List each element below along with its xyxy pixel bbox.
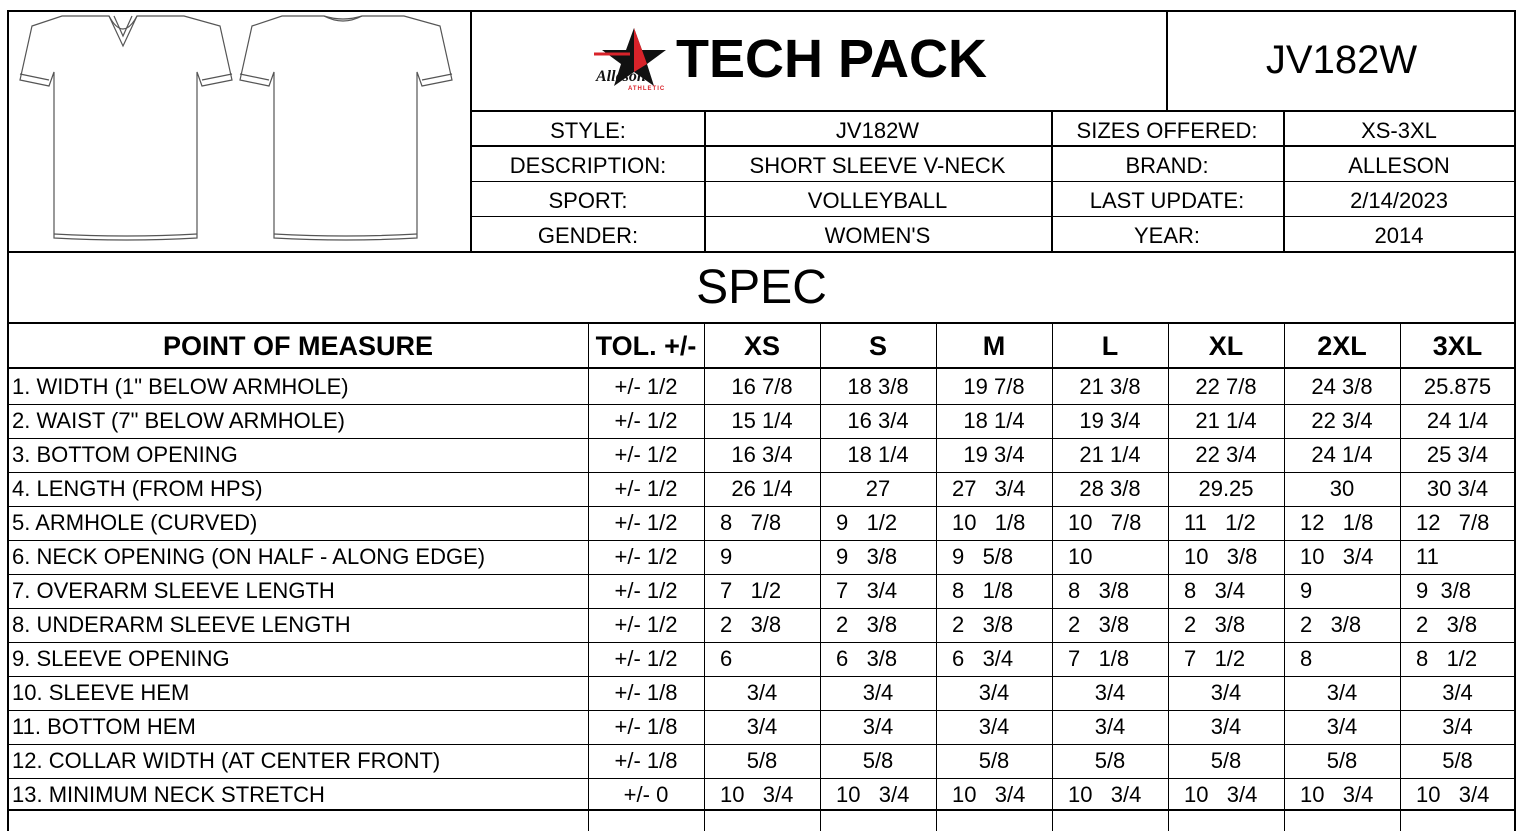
size-value-cell: 10 7/8 [1068,510,1142,535]
size-value-cell: 9 [1300,578,1313,603]
size-value-cell: 16 3/4 [847,408,909,433]
grid-line [7,506,1516,507]
size-value-cell: 26 1/4 [731,476,793,501]
size-value-cell: 3/4 [1094,714,1126,739]
size-value-cell: 2 3/8 [1300,612,1362,637]
grid-line [7,676,1516,677]
size-value-cell: 9 1/2 [836,510,898,535]
grid-line [1051,112,1053,252]
size-value-cell: 5/8 [1442,748,1473,773]
grid-line [7,251,1516,253]
spec-title: SPEC [696,261,827,314]
grid-line [1168,322,1169,831]
size-value-cell: 24 1/4 [1426,408,1489,433]
size-value-cell: 25 3/4 [1426,442,1489,467]
grid-line [1166,10,1168,111]
tolerance-cell: +/- 1/2 [614,374,678,399]
info-label-cell: SPORT: [548,188,628,213]
point-of-measure-cell: 3. BOTTOM OPENING [12,442,238,467]
grid-line [470,110,1516,112]
size-value-cell: 10 3/4 [1068,782,1142,807]
size-value-cell: 3/4 [978,680,1010,705]
size-value-cell: 5/8 [978,748,1010,773]
tolerance-cell: +/- 1/2 [614,510,678,535]
info-label-cell: YEAR: [1133,223,1201,248]
grid-line [470,181,1516,182]
column-header: L [1101,331,1119,361]
size-value-cell: 11 1/2 [1184,510,1256,535]
column-header: M [982,331,1006,361]
point-of-measure-cell: 9. SLEEVE OPENING [12,646,230,671]
grid-line [7,778,1516,779]
point-of-measure-cell: 12. COLLAR WIDTH (AT CENTER FRONT) [12,748,441,773]
size-value-cell: 24 1/4 [1311,442,1373,467]
info-value-cell: WOMEN'S [824,223,931,248]
size-value-cell: 2 3/8 [1068,612,1130,637]
size-value-cell: 9 3/8 [836,544,898,569]
size-value-cell: 10 3/4 [1416,782,1490,807]
size-value-cell: 15 1/4 [731,408,793,433]
grid-line [1052,322,1053,831]
info-value-cell: SHORT SLEEVE V-NECK [749,153,1006,178]
size-value-cell: 2 3/8 [720,612,782,637]
point-of-measure-cell: 1. WIDTH (1" BELOW ARMHOLE) [12,374,349,399]
point-of-measure-cell: 10. SLEEVE HEM [12,680,190,705]
tolerance-cell: +/- 1/8 [614,714,678,739]
size-value-cell: 5/8 [1094,748,1126,773]
grid-line [7,404,1516,405]
column-header: 3XL [1432,331,1483,361]
size-value-cell: 19 3/4 [963,442,1025,467]
size-value-cell: 8 3/4 [1184,578,1246,603]
size-value-cell: 3/4 [1442,714,1473,739]
grid-line [7,10,9,831]
size-value-cell: 19 3/4 [1079,408,1141,433]
size-value-cell: 16 3/4 [731,442,793,467]
column-header: XL [1208,331,1244,361]
size-value-cell: 5/8 [1326,748,1358,773]
size-value-cell: 22 3/4 [1195,442,1257,467]
size-value-cell: 2 3/8 [952,612,1014,637]
grid-line [1283,112,1285,252]
grid-line [7,367,1516,369]
grid-line [7,710,1516,711]
size-value-cell: 10 [1068,544,1093,569]
size-value-cell: 12 1/8 [1300,510,1374,535]
column-header: S [868,331,887,361]
grid-line [7,642,1516,643]
size-value-cell: 5/8 [1210,748,1242,773]
grid-line [1284,322,1285,831]
tolerance-cell: +/- 1/2 [614,408,678,433]
tolerance-cell: +/- 1/2 [614,612,678,637]
back-view-sketch [240,16,452,240]
grid-line [1514,10,1516,831]
size-value-cell: 3/4 [1210,680,1242,705]
size-value-cell: 3/4 [746,714,778,739]
tolerance-cell: +/- 1/2 [614,476,678,501]
size-value-cell: 16 7/8 [731,374,793,399]
grid-line [7,574,1516,575]
grid-line [1400,322,1401,831]
grid-line [7,322,1516,324]
point-of-measure-cell: 6. NECK OPENING (ON HALF - ALONG EDGE) [12,544,486,569]
size-value-cell: 19 7/8 [963,374,1025,399]
size-value-cell: 8 7/8 [720,510,782,535]
style-code-heading: JV182W [1265,38,1418,82]
size-value-cell: 30 [1329,476,1355,501]
size-value-cell: 3/4 [1094,680,1126,705]
grid-line [7,608,1516,609]
grid-line [7,744,1516,745]
info-label-cell: STYLE: [550,118,626,143]
size-value-cell: 3/4 [978,714,1010,739]
info-value-cell: ALLESON [1348,153,1450,178]
size-value-cell: 3/4 [862,714,894,739]
size-value-cell: 2 3/8 [1184,612,1246,637]
size-value-cell: 6 [720,646,733,671]
size-value-cell: 7 1/8 [1068,646,1130,671]
garment-sketch [14,12,460,244]
point-of-measure-cell: 13. MINIMUM NECK STRETCH [12,782,325,807]
size-value-cell: 9 3/8 [1416,578,1472,603]
size-value-cell: 25.875 [1423,374,1492,399]
size-value-cell: 3/4 [1210,714,1242,739]
size-value-cell: 3/4 [746,680,778,705]
size-value-cell: 11 [1416,544,1439,569]
size-value-cell: 8 1/8 [952,578,1014,603]
size-value-cell: 10 3/4 [1300,544,1374,569]
point-of-measure-cell: 2. WAIST (7" BELOW ARMHOLE) [12,408,345,433]
size-value-cell: 6 3/4 [952,646,1014,671]
size-value-cell: 21 3/8 [1079,374,1141,399]
info-label-cell: SIZES OFFERED: [1076,118,1258,143]
tolerance-cell: +/- 1/2 [614,544,678,569]
grid-line [7,472,1516,473]
tolerance-cell: +/- 1/2 [614,646,678,671]
grid-line [588,322,589,831]
size-value-cell: 10 3/4 [720,782,794,807]
size-value-cell: 12 7/8 [1416,510,1490,535]
grid-line [7,809,1516,811]
size-value-cell: 3/4 [1442,680,1473,705]
tolerance-cell: +/- 1/2 [614,578,678,603]
grid-line [470,216,1516,217]
size-value-cell: 8 3/8 [1068,578,1130,603]
size-value-cell: 10 3/4 [952,782,1026,807]
point-of-measure-cell: 8. UNDERARM SLEEVE LENGTH [12,612,351,637]
point-of-measure-cell: 4. LENGTH (FROM HPS) [12,476,263,501]
size-value-cell: 9 5/8 [952,544,1014,569]
info-value-cell: 2014 [1374,223,1424,248]
size-value-cell: 2 3/8 [836,612,898,637]
column-header: 2XL [1317,331,1367,361]
tolerance-cell: +/- 1/2 [614,442,678,467]
size-value-cell: 18 3/8 [847,374,909,399]
column-header: XS [743,331,781,361]
logo-subtext: ATHLETIC [628,86,666,92]
size-value-cell: 10 3/8 [1184,544,1258,569]
column-header: TOL. +/- [595,331,697,361]
page-title: TECH PACK [676,29,988,89]
size-value-cell: 22 7/8 [1195,374,1257,399]
size-value-cell: 10 1/8 [952,510,1026,535]
column-header: POINT OF MEASURE [162,331,433,361]
size-value-cell: 7 1/2 [1184,646,1246,671]
size-value-cell: 3/4 [862,680,894,705]
size-value-cell: 7 3/4 [836,578,898,603]
alleson-logo [590,24,676,98]
logo-text: Alleson [596,68,646,85]
size-value-cell: 30 3/4 [1426,476,1489,501]
size-value-cell: 18 1/4 [963,408,1025,433]
grid-line [7,540,1516,541]
point-of-measure-cell: 7. OVERARM SLEEVE LENGTH [12,578,335,603]
size-value-cell: 8 [1300,646,1313,671]
size-value-cell: 10 3/4 [1184,782,1258,807]
size-value-cell: 9 [720,544,733,569]
size-value-cell: 8 1/2 [1416,646,1478,671]
info-value-cell: VOLLEYBALL [807,188,948,213]
info-value-cell: XS-3XL [1361,118,1437,143]
size-value-cell: 24 3/8 [1311,374,1373,399]
grid-line [7,10,1516,12]
info-value-cell: JV182W [835,118,920,143]
size-value-cell: 27 3/4 [952,476,1026,501]
size-value-cell: 10 3/4 [836,782,910,807]
grid-line [704,322,705,831]
size-value-cell: 7 1/2 [720,578,782,603]
size-value-cell: 18 1/4 [847,442,909,467]
size-value-cell: 21 1/4 [1079,442,1141,467]
point-of-measure-cell: 11. BOTTOM HEM [12,714,196,739]
grid-line [936,322,937,831]
size-value-cell: 3/4 [1326,680,1358,705]
size-value-cell: 21 1/4 [1195,408,1257,433]
size-value-cell: 5/8 [862,748,894,773]
point-of-measure-cell: 5. ARMHOLE (CURVED) [12,510,258,535]
size-value-cell: 5/8 [746,748,778,773]
info-label-cell: GENDER: [537,223,639,248]
front-view-sketch [20,16,232,240]
tolerance-cell: +/- 1/8 [614,680,678,705]
size-value-cell: 10 3/4 [1300,782,1374,807]
grid-line [820,322,821,831]
info-value-cell: 2/14/2023 [1350,188,1448,213]
info-label-cell: BRAND: [1125,153,1209,178]
size-value-cell: 3/4 [1326,714,1358,739]
info-label-cell: LAST UPDATE: [1089,188,1245,213]
grid-line [7,438,1516,439]
size-value-cell: 22 3/4 [1311,408,1373,433]
size-value-cell: 6 3/8 [836,646,898,671]
tolerance-cell: +/- 0 [623,782,669,807]
size-value-cell: 28 3/8 [1079,476,1141,501]
size-value-cell: 29.25 [1198,476,1254,501]
tolerance-cell: +/- 1/8 [614,748,678,773]
grid-line [470,145,1516,147]
info-label-cell: DESCRIPTION: [509,153,667,178]
size-value-cell: 2 3/8 [1416,612,1478,637]
grid-line [704,112,706,252]
size-value-cell: 27 [865,476,891,501]
